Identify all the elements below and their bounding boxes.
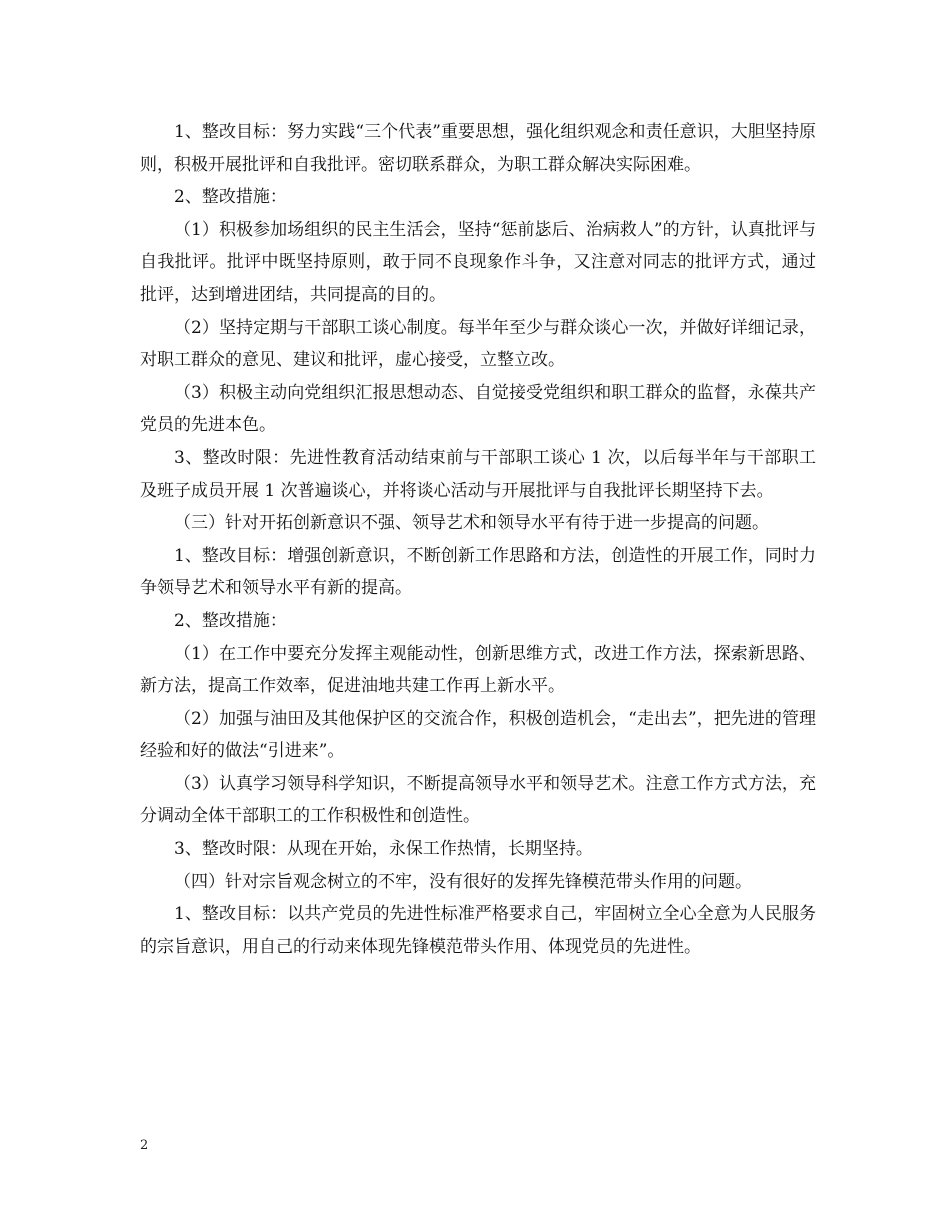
paragraph-measure-2: （2）坚持定期与干部职工谈心制度。每半年至少与群众谈心一次，并做好详细记录，对职工群众的意见、建议和批评，虚心接受，立整立改。 — [140, 317, 816, 371]
paragraph-section-three-heading: （三）针对开拓创新意识不强、领导艺术和领导水平有待于进一步提高的问题。 — [174, 513, 769, 534]
paragraph-section-four-goal: 1、整改目标：以共产党员的先进性标准严格要求自己，牢固树立全心全意为人民服务的宗旨意识，用自己的行动来体现先锋模范带头作用、体现党员的先进性。 — [140, 904, 816, 957]
paragraph-measure-3: （3）积极主动向党组织汇报思想动态、自觉接受党组织和职工群众的监督，永葆共产党员的先进本色。 — [140, 382, 816, 436]
paragraph-section-three-time-limit: 3、整改时限：从现在开始，永保工作热情，长期坚持。 — [174, 839, 593, 860]
paragraph-measures-heading: 2、整改措施： — [174, 187, 287, 208]
paragraph-section-three-goal: 1、整改目标：增强创新意识，不断创新工作思路和方法，创造性的开展工作，同时力争领导艺术和领导水平有新的提高。 — [140, 545, 816, 599]
paragraph-time-limit: 3、整改时限：先进性教育活动结束前与干部职工谈心 1 次，以后每半年与干部职工及班子成员开展 1 次普遍谈心，并将谈心活动与开展批评与自我批评长期坚持下去。 — [140, 447, 816, 501]
document-body — [140, 116, 816, 963]
paragraph-section-three-measures-heading: 2、整改措施： — [174, 610, 287, 631]
paragraph-section-three-measure-1: （1）在工作中要充分发挥主观能动性，创新思维方式，改进工作方法，探索新思路、新方法，提高工作效率，促进油地共建工作再上新水平。 — [140, 643, 816, 697]
paragraph-section-three-measure-2: （2）加强与油田及其他保护区的交流合作，积极创造机会，“走出去”，把先进的管理经验和好的做法“引进来”。 — [140, 708, 816, 762]
paragraph-measure-1: （1）积极参加场组织的民主生活会，坚持“惩前毖后、治病救人”的方针，认真批评与自我批评。批评中既坚持原则，敢于同不良现象作斗争，又注意对同志的批评方式，通过批评，达到增进团结，共同提高的目的。 — [140, 219, 816, 305]
paragraph-section-three-measure-3: （3）认真学习领导科学知识，不断提高领导水平和领导艺术。注意工作方式方法，充分调动全体干部职工的工作积极性和创造性。 — [140, 773, 816, 827]
paragraph-section-four-heading: （四）针对宗旨观念树立的不牢，没有很好的发挥先锋模范带头作用的问题。 — [174, 871, 752, 892]
page-number: 2 — [140, 1138, 149, 1153]
paragraph-rectification-goal: 1、整改目标：努力实践“三个代表”重要思想，强化组织观念和责任意识，大胆坚持原则，积极开展批评和自我批评。密切联系群众，为职工群众解决实际困难。 — [140, 122, 816, 175]
